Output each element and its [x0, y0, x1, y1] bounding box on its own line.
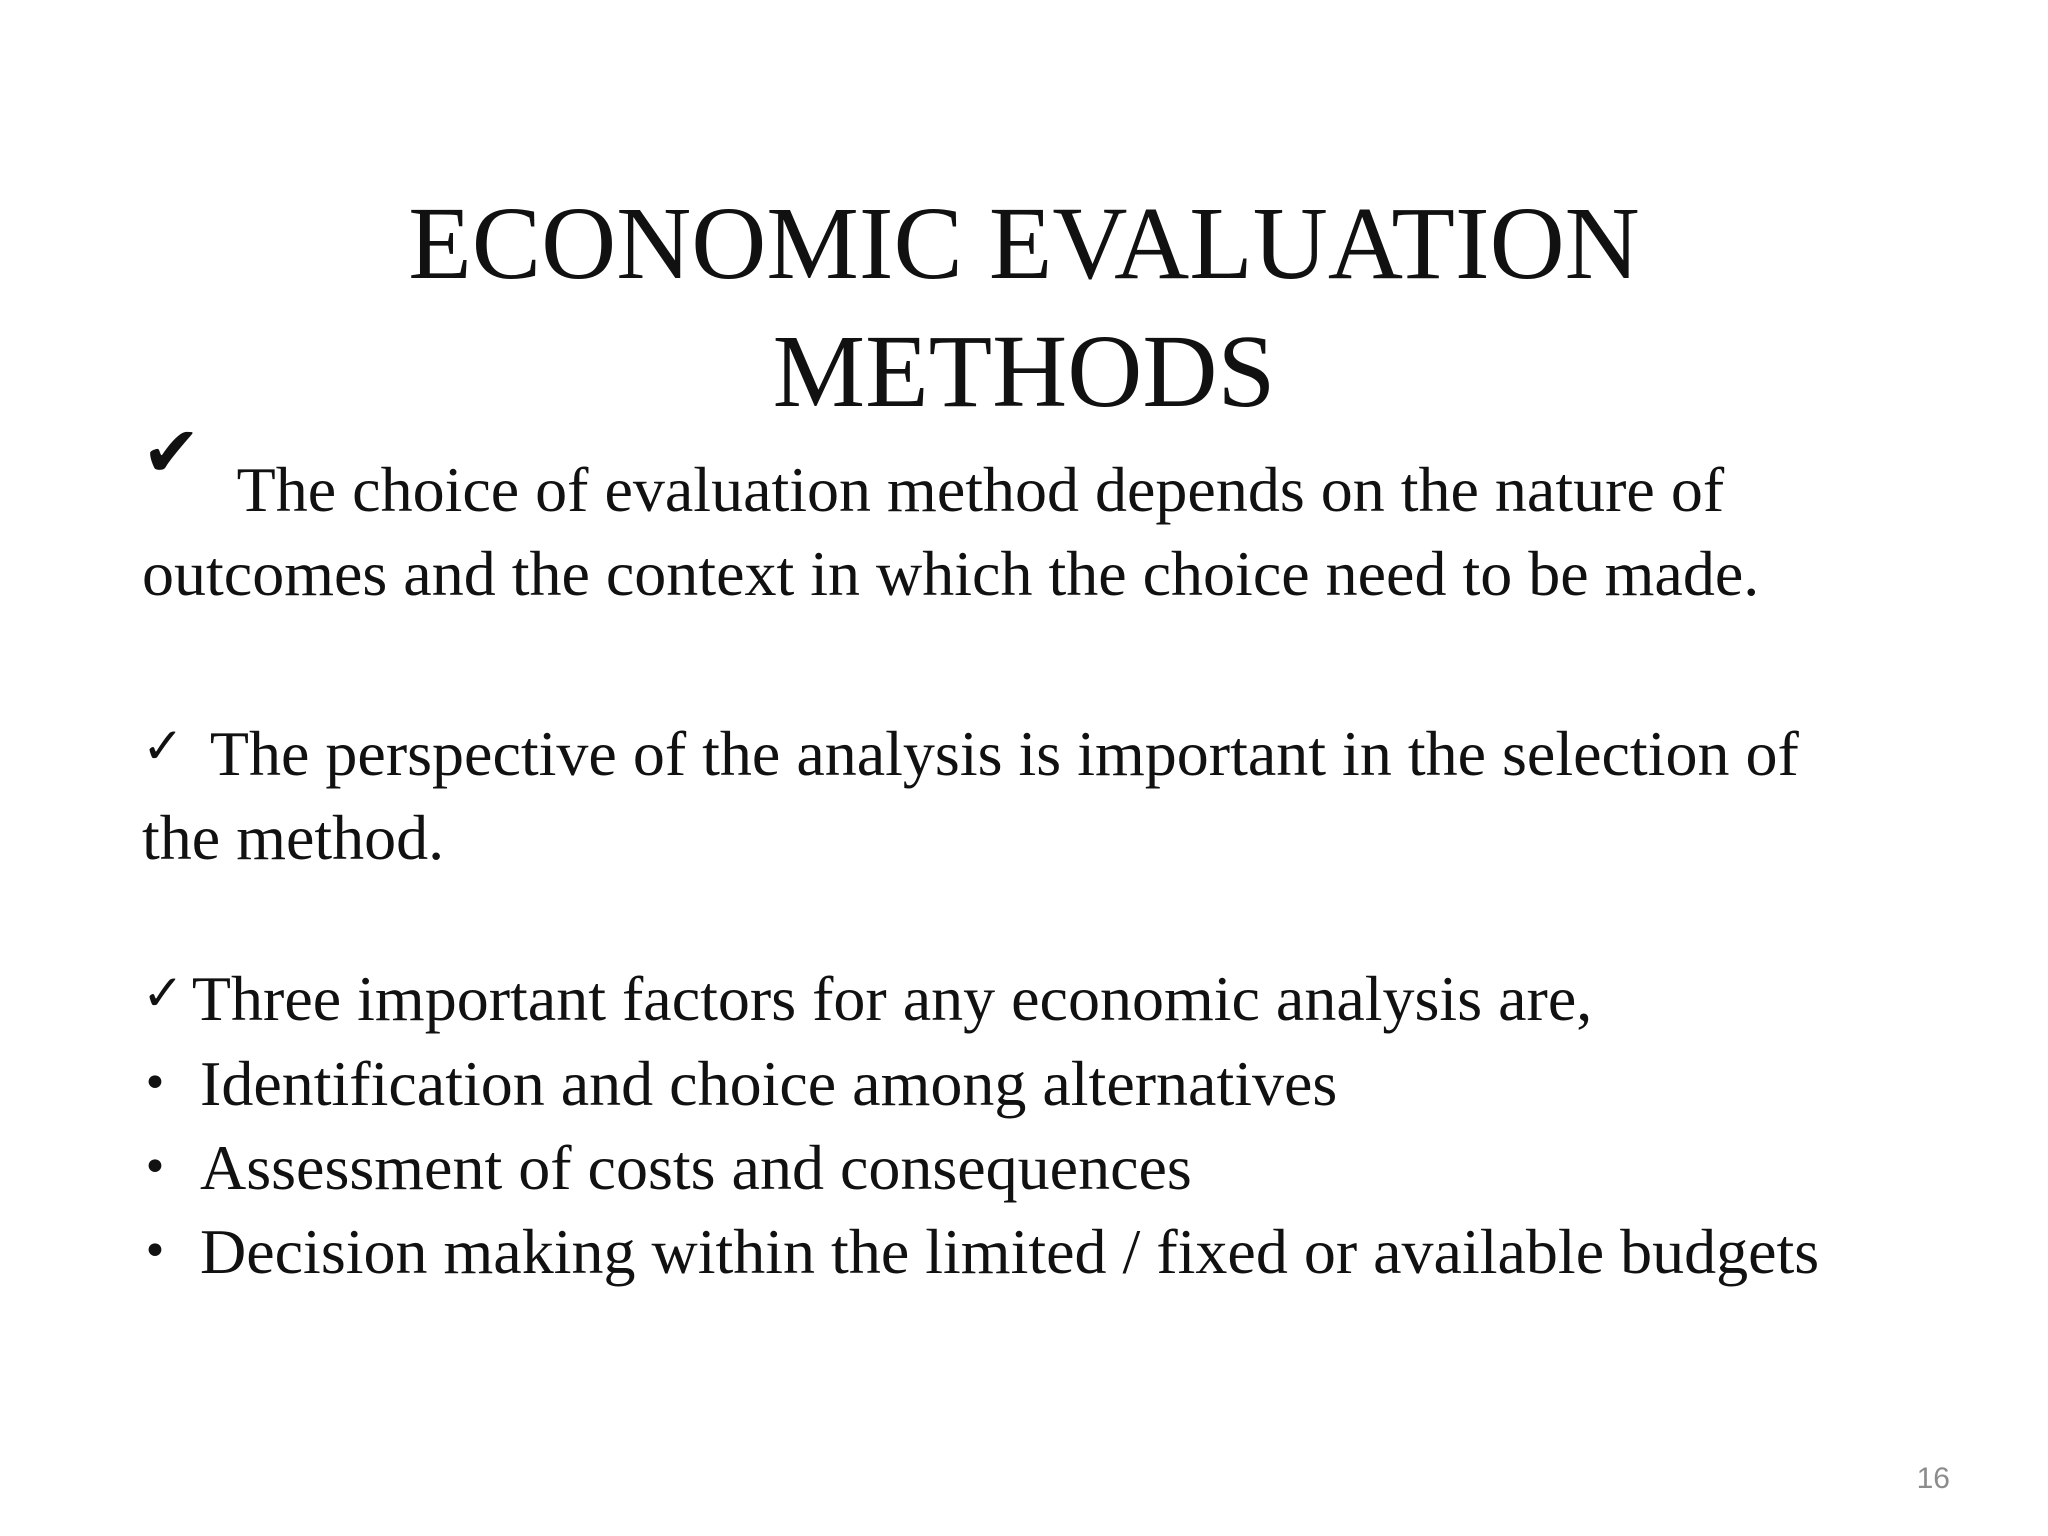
page-number: 16: [1916, 1462, 1950, 1495]
list-item-text: Assessment of costs and consequences: [200, 1132, 1192, 1203]
factors-bullet-list: [142, 1042, 1819, 1294]
checkmark-icon: ✓: [142, 717, 184, 775]
checkmark-icon: ✔: [142, 411, 201, 493]
checkmark-icon: ✓: [142, 964, 184, 1022]
bullet-icon: •: [142, 1142, 168, 1193]
paragraph-3-text: Three important factors for any economic analysis are,: [191, 963, 1593, 1034]
paragraph-1-line-2: outcomes and the context in which the choice need to be made.: [142, 538, 1760, 609]
slide-title: [0, 180, 2048, 436]
list-item-text: Identification and choice among alternatives: [200, 1048, 1338, 1119]
paragraph-2-line-1: The perspective of the analysis is important in the selection of: [209, 718, 1799, 789]
list-item: [142, 1126, 1819, 1210]
list-item: [142, 1210, 1819, 1294]
paragraph-analysis-perspective: [142, 712, 1799, 880]
paragraph-evaluation-method-choice: [142, 411, 1760, 616]
list-item-text: Decision making within the limited / fixed or available budgets: [200, 1216, 1820, 1287]
paragraph-1-line-1: The choice of evaluation method depends on the nature of: [236, 454, 1725, 525]
bullet-icon: •: [142, 1058, 168, 1109]
slide-title-line-1: ECONOMIC EVALUATION: [408, 186, 1640, 301]
bullet-icon: •: [142, 1226, 168, 1277]
paragraph-three-factors: [142, 957, 1592, 1041]
list-item: [142, 1042, 1819, 1126]
slide-title-line-2: METHODS: [772, 314, 1276, 429]
paragraph-2-line-2: the method.: [142, 802, 445, 873]
